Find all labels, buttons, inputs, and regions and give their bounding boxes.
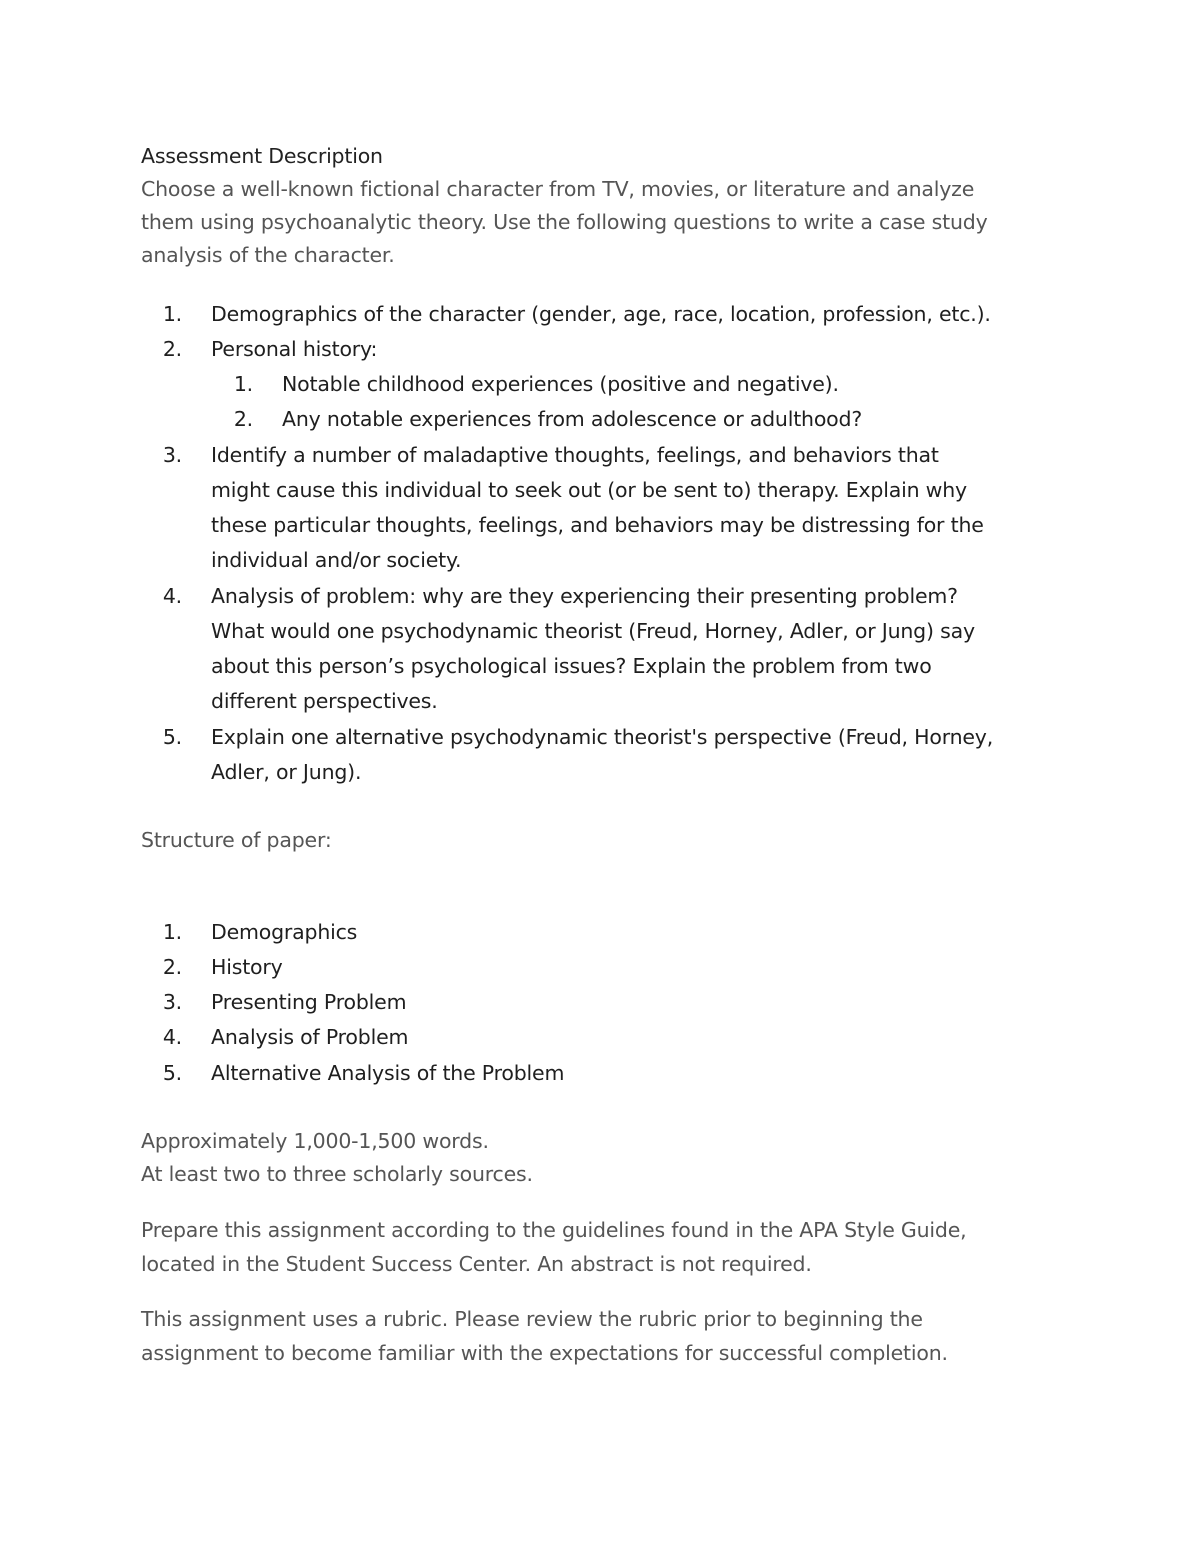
- question-text: different perspectives.: [211, 689, 438, 713]
- structure-number: 2.: [162, 955, 182, 979]
- rubric-paragraph-line: assignment to become familiar with the expectations for successful completion.: [141, 1341, 948, 1365]
- question-text: Demographics of the character (gender, age, race, location, profession, etc.).: [211, 302, 991, 326]
- question-number: 3.: [162, 443, 182, 467]
- structure-item: Alternative Analysis of the Problem: [211, 1061, 565, 1085]
- structure-number: 1.: [162, 920, 182, 944]
- subquestion-text: Notable childhood experiences (positive and negative).: [282, 372, 839, 396]
- question-text: Identify a number of maladaptive thoughts, feelings, and behaviors that: [211, 443, 939, 467]
- apa-paragraph-line: Prepare this assignment according to the guidelines found in the APA Style Guide,: [141, 1218, 967, 1242]
- subquestion-number: 2.: [233, 407, 253, 431]
- structure-item: History: [211, 955, 283, 979]
- subquestion-text: Any notable experiences from adolescence or adulthood?: [282, 407, 863, 431]
- question-text: individual and/or society.: [211, 548, 462, 572]
- rubric-paragraph-line: This assignment uses a rubric. Please review the rubric prior to beginning the: [141, 1307, 923, 1331]
- structure-number: 5.: [162, 1061, 182, 1085]
- word-count-requirement: Approximately 1,000-1,500 words.: [141, 1129, 489, 1153]
- structure-item: Analysis of Problem: [211, 1025, 409, 1049]
- intro-line: analysis of the character.: [141, 243, 395, 267]
- subquestion-number: 1.: [233, 372, 253, 396]
- sources-requirement: At least two to three scholarly sources.: [141, 1162, 533, 1186]
- structure-item: Presenting Problem: [211, 990, 407, 1014]
- assessment-heading: Assessment Description: [141, 144, 383, 168]
- question-text: might cause this individual to seek out (or be sent to) therapy. Explain why: [211, 478, 967, 502]
- structure-item: Demographics: [211, 920, 358, 944]
- question-text: What would one psychodynamic theorist (Freud, Horney, Adler, or Jung) say: [211, 619, 975, 643]
- question-text: Adler, or Jung).: [211, 760, 362, 784]
- question-number: 1.: [162, 302, 182, 326]
- apa-paragraph-line: located in the Student Success Center. An abstract is not required.: [141, 1252, 812, 1276]
- question-number: 5.: [162, 725, 182, 749]
- question-text: Analysis of problem: why are they experiencing their presenting problem?: [211, 584, 958, 608]
- question-text: about this person’s psychological issues? Explain the problem from two: [211, 654, 932, 678]
- structure-number: 3.: [162, 990, 182, 1014]
- question-number: 2.: [162, 337, 182, 361]
- question-number: 4.: [162, 584, 182, 608]
- question-text: these particular thoughts, feelings, and behaviors may be distressing for the: [211, 513, 984, 537]
- intro-line: them using psychoanalytic theory. Use the following questions to write a case study: [141, 210, 988, 234]
- question-text: Personal history:: [211, 337, 378, 361]
- question-text: Explain one alternative psychodynamic theorist's perspective (Freud, Horney,: [211, 725, 994, 749]
- structure-number: 4.: [162, 1025, 182, 1049]
- intro-line: Choose a well-known fictional character from TV, movies, or literature and analyze: [141, 177, 975, 201]
- structure-heading: Structure of paper:: [141, 828, 332, 852]
